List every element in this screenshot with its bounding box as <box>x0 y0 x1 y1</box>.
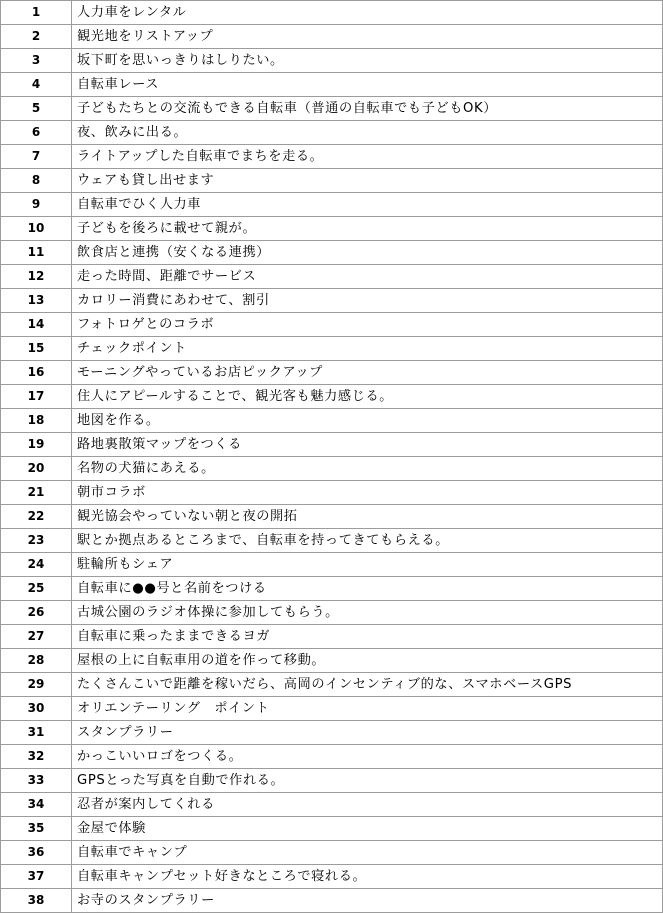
row-number-cell[interactable]: 10 <box>1 217 72 241</box>
table-row <box>1 145 663 169</box>
idea-text-cell[interactable]: 夜、飲みに出る。 <box>72 121 663 145</box>
idea-text-cell[interactable]: チェックポイント <box>72 337 663 361</box>
idea-text-cell[interactable]: 観光地をリストアップ <box>72 25 663 49</box>
idea-text-cell[interactable]: ウェアも貸し出せます <box>72 169 663 193</box>
table-row <box>1 697 663 721</box>
row-number-cell[interactable]: 29 <box>1 673 72 697</box>
row-number-cell[interactable]: 3 <box>1 49 72 73</box>
idea-text-cell[interactable]: 観光協会やっていない朝と夜の開拓 <box>72 505 663 529</box>
table-row <box>1 97 663 121</box>
table-row <box>1 553 663 577</box>
idea-text-cell[interactable]: 古城公園のラジオ体操に参加してもらう。 <box>72 601 663 625</box>
idea-text-cell[interactable]: フォトロゲとのコラボ <box>72 313 663 337</box>
row-number-cell[interactable]: 23 <box>1 529 72 553</box>
table-row <box>1 625 663 649</box>
table-row <box>1 817 663 841</box>
idea-text-cell[interactable]: 地図を作る。 <box>72 409 663 433</box>
row-number-cell[interactable]: 24 <box>1 553 72 577</box>
row-number-cell[interactable]: 18 <box>1 409 72 433</box>
idea-text-cell[interactable]: たくさんこいで距離を稼いだら、高岡のインセンティブ的な、スマホベースGPS <box>72 673 663 697</box>
row-number-cell[interactable]: 28 <box>1 649 72 673</box>
table-row <box>1 241 663 265</box>
idea-text-cell[interactable]: 自転車に●●号と名前をつける <box>72 577 663 601</box>
row-number-cell[interactable]: 1 <box>1 1 72 25</box>
row-number-cell[interactable]: 33 <box>1 769 72 793</box>
table-row <box>1 721 663 745</box>
row-number-cell[interactable]: 21 <box>1 481 72 505</box>
idea-text-cell[interactable]: モーニングやっているお店ピックアップ <box>72 361 663 385</box>
table-row <box>1 289 663 313</box>
idea-text-cell[interactable]: GPSとった写真を自動で作れる。 <box>72 769 663 793</box>
idea-text-cell[interactable]: ライトアップした自転車でまちを走る。 <box>72 145 663 169</box>
table-row <box>1 529 663 553</box>
idea-text-cell[interactable]: 自転車レース <box>72 73 663 97</box>
row-number-cell[interactable]: 25 <box>1 577 72 601</box>
idea-text-cell[interactable]: 人力車をレンタル <box>72 1 663 25</box>
row-number-cell[interactable]: 2 <box>1 25 72 49</box>
table-row <box>1 649 663 673</box>
row-number-cell[interactable]: 35 <box>1 817 72 841</box>
idea-text-cell[interactable]: 忍者が案内してくれる <box>72 793 663 817</box>
row-number-cell[interactable]: 32 <box>1 745 72 769</box>
table-row <box>1 1 663 25</box>
table-row <box>1 889 663 913</box>
row-number-cell[interactable]: 26 <box>1 601 72 625</box>
table-row <box>1 769 663 793</box>
row-number-cell[interactable]: 15 <box>1 337 72 361</box>
table-row <box>1 361 663 385</box>
row-number-cell[interactable]: 31 <box>1 721 72 745</box>
idea-text-cell[interactable]: 路地裏散策マップをつくる <box>72 433 663 457</box>
table-row <box>1 601 663 625</box>
row-number-cell[interactable]: 8 <box>1 169 72 193</box>
idea-text-cell[interactable]: 住人にアピールすることで、観光客も魅力感じる。 <box>72 385 663 409</box>
row-number-cell[interactable]: 37 <box>1 865 72 889</box>
table-row <box>1 481 663 505</box>
idea-text-cell[interactable]: 駅とか拠点あるところまで、自転車を持ってきてもらえる。 <box>72 529 663 553</box>
idea-text-cell[interactable]: 名物の犬猫にあえる。 <box>72 457 663 481</box>
row-number-cell[interactable]: 22 <box>1 505 72 529</box>
idea-text-cell[interactable]: かっこいいロゴをつくる。 <box>72 745 663 769</box>
table-row <box>1 577 663 601</box>
idea-text-cell[interactable]: 金屋で体験 <box>72 817 663 841</box>
table-row <box>1 409 663 433</box>
table-row <box>1 505 663 529</box>
row-number-cell[interactable]: 14 <box>1 313 72 337</box>
table-row <box>1 337 663 361</box>
idea-text-cell[interactable]: 自転車でキャンプ <box>72 841 663 865</box>
idea-text-cell[interactable]: 飲食店と連携（安くなる連携） <box>72 241 663 265</box>
table-row <box>1 457 663 481</box>
row-number-cell[interactable]: 11 <box>1 241 72 265</box>
table-row <box>1 193 663 217</box>
idea-text-cell[interactable]: 子どもを後ろに載せて親が。 <box>72 217 663 241</box>
table-row <box>1 385 663 409</box>
table-row <box>1 169 663 193</box>
table-row <box>1 265 663 289</box>
idea-text-cell[interactable]: お寺のスタンプラリー <box>72 889 663 913</box>
row-number-cell[interactable]: 4 <box>1 73 72 97</box>
row-number-cell[interactable]: 38 <box>1 889 72 913</box>
row-number-cell[interactable]: 9 <box>1 193 72 217</box>
table-row <box>1 865 663 889</box>
row-number-cell[interactable]: 27 <box>1 625 72 649</box>
row-number-cell[interactable]: 7 <box>1 145 72 169</box>
table-row <box>1 73 663 97</box>
row-number-cell[interactable]: 13 <box>1 289 72 313</box>
idea-text-cell[interactable]: 自転車でひく人力車 <box>72 193 663 217</box>
table-row <box>1 49 663 73</box>
table-row <box>1 121 663 145</box>
table-row <box>1 745 663 769</box>
table-row <box>1 673 663 697</box>
idea-text-cell[interactable]: 走った時間、距離でサービス <box>72 265 663 289</box>
table-row <box>1 25 663 49</box>
row-number-cell[interactable]: 17 <box>1 385 72 409</box>
row-number-cell[interactable]: 19 <box>1 433 72 457</box>
idea-text-cell[interactable]: 自転車に乗ったままできるヨガ <box>72 625 663 649</box>
row-number-cell[interactable]: 12 <box>1 265 72 289</box>
row-number-cell[interactable]: 6 <box>1 121 72 145</box>
row-number-cell[interactable]: 34 <box>1 793 72 817</box>
table-row <box>1 793 663 817</box>
row-number-cell[interactable]: 20 <box>1 457 72 481</box>
idea-text-cell[interactable]: 朝市コラボ <box>72 481 663 505</box>
table-row <box>1 313 663 337</box>
idea-text-cell[interactable]: スタンプラリー <box>72 721 663 745</box>
table-row <box>1 433 663 457</box>
idea-text-cell[interactable]: 坂下町を思いっきりはしりたい。 <box>72 49 663 73</box>
idea-text-cell[interactable]: オリエンテーリング ポイント <box>72 697 663 721</box>
table-row <box>1 841 663 865</box>
row-number-cell[interactable]: 30 <box>1 697 72 721</box>
idea-text-cell[interactable]: 子どもたちとの交流もできる自転車（普通の自転車でも子どもOK） <box>72 97 663 121</box>
row-number-cell[interactable]: 36 <box>1 841 72 865</box>
idea-text-cell[interactable]: カロリー消費にあわせて、割引 <box>72 289 663 313</box>
idea-text-cell[interactable]: 駐輪所もシェア <box>72 553 663 577</box>
row-number-cell[interactable]: 16 <box>1 361 72 385</box>
idea-text-cell[interactable]: 屋根の上に自転車用の道を作って移動。 <box>72 649 663 673</box>
table-row <box>1 217 663 241</box>
idea-table-body <box>1 1 663 913</box>
idea-text-cell[interactable]: 自転車キャンプセット好きなところで寝れる。 <box>72 865 663 889</box>
row-number-cell[interactable]: 5 <box>1 97 72 121</box>
